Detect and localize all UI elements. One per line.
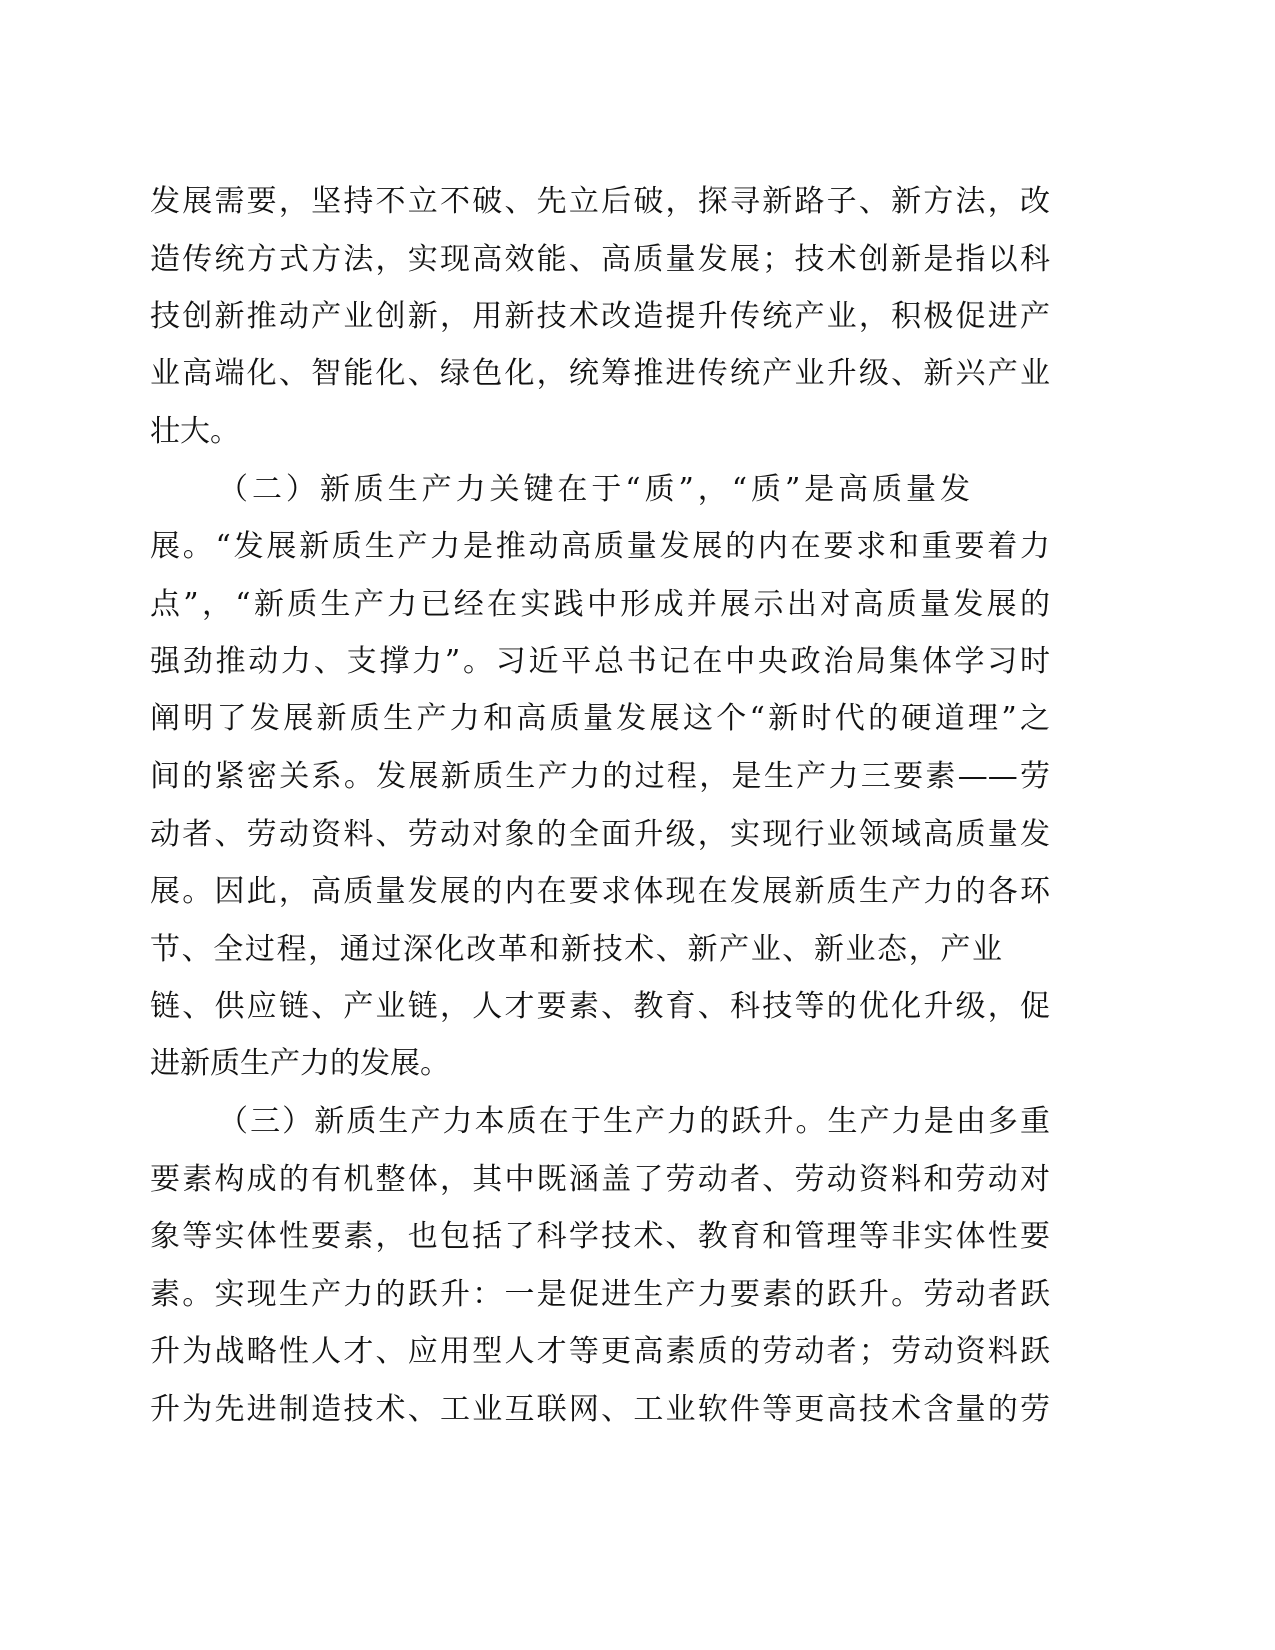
text-line: 动者、劳动资料、劳动对象的全面升级，实现行业领域高质量发 xyxy=(150,817,1050,852)
text-line: 升为战略性人才、应用型人才等更高素质的劳动者；劳动资料跃 xyxy=(150,1334,1050,1369)
text-line: 造传统方式方法，实现高效能、高质量发展；技术创新是指以科 xyxy=(150,242,1050,277)
text-line: 间的紧密关系。发展新质生产力的过程，是生产力三要素——劳 xyxy=(150,759,1050,794)
text-line: 升为先进制造技术、工业互联网、工业软件等更高技术含量的劳 xyxy=(150,1392,1050,1427)
text-line: 链、供应链、产业链，人才要素、教育、科技等的优化升级，促 xyxy=(150,989,1050,1024)
text-line: 业高端化、智能化、绿色化，统筹推进传统产业升级、新兴产业 xyxy=(150,356,1050,391)
text-line: 要素构成的有机整体，其中既涵盖了劳动者、劳动资料和劳动对 xyxy=(150,1162,1050,1197)
text-line: 象等实体性要素，也包括了科学技术、教育和管理等非实体性要 xyxy=(150,1219,1050,1254)
text-line: 进新质生产力的发展。 xyxy=(150,1046,450,1081)
text-line: 强劲推动力、支撑力”。习近平总书记在中央政治局集体学习时 xyxy=(150,644,1050,679)
text-line: 素。实现生产力的跃升：一是促进生产力要素的跃升。劳动者跃 xyxy=(150,1277,1050,1312)
text-line: 壮大。 xyxy=(150,414,240,449)
text-line: 阐明了发展新质生产力和高质量发展这个“新时代的硬道理”之 xyxy=(150,701,1050,736)
text-line: 展。因此，高质量发展的内在要求体现在发展新质生产力的各环 xyxy=(150,874,1050,909)
text-line: 节、全过程，通过深化改革和新技术、新产业、新业态，产业 xyxy=(150,932,1002,967)
text-line: 技创新推动产业创新，用新技术改造提升传统产业，积极促进产 xyxy=(150,299,1050,334)
text-line: 点”，“新质生产力已经在实践中形成并展示出对高质量发展的 xyxy=(150,587,1050,622)
section-heading-three: （三）新质生产力本质在于生产力的跃升。生产力是由多重 xyxy=(218,1104,1050,1139)
text-line: 展。“发展新质生产力是推动高质量发展的内在要求和重要着力 xyxy=(150,529,1050,564)
text-line: 发展需要，坚持不立不破、先立后破，探寻新路子、新方法，改 xyxy=(150,184,1050,219)
section-heading-two: （二）新质生产力关键在于“质”，“质”是高质量发 xyxy=(218,472,970,507)
